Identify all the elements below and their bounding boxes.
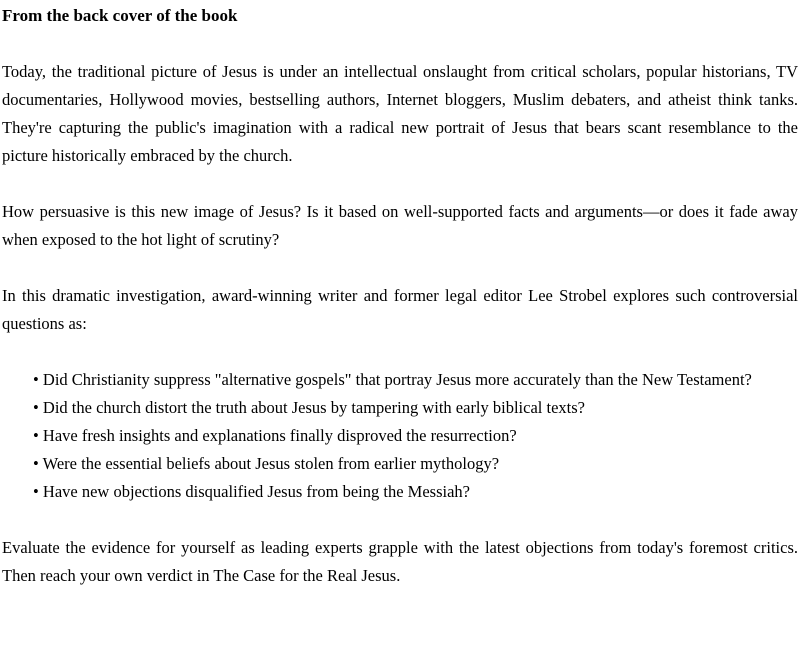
investigation-paragraph: In this dramatic investigation, award-winning writer and former legal editor Lee Strobel explores such controversial questions as: — [2, 286, 798, 333]
back-cover-heading: From the back cover of the book — [2, 6, 238, 25]
bullet-icon: • — [33, 454, 39, 473]
controversial-questions-list — [2, 366, 798, 506]
list-item-text: Did Christianity suppress "alternative gospels" that portray Jesus more accurately than the New Testament? — [42, 370, 752, 389]
list-item-text: Have fresh insights and explanations finally disproved the resurrection? — [42, 426, 517, 445]
bullet-icon: • — [33, 426, 39, 445]
list-item-text: Did the church distort the truth about Jesus by tampering with early biblical texts? — [42, 398, 585, 417]
list-item-text: Have new objections disqualified Jesus from being the Messiah? — [42, 482, 470, 501]
list-item — [2, 366, 798, 394]
list-item — [2, 478, 798, 506]
list-item — [2, 450, 798, 478]
list-item — [2, 394, 798, 422]
closing-paragraph: Evaluate the evidence for yourself as leading experts grapple with the latest objections from today's foremost critics. Then reach your own verdict in The Case for the Real Jesus. — [2, 538, 798, 585]
question-paragraph: How persuasive is this new image of Jesus? Is it based on well-supported facts and arguments—or does it fade away when exposed to the hot light of scrutiny? — [2, 202, 798, 249]
list-item — [2, 422, 798, 450]
bullet-icon: • — [33, 482, 39, 501]
bullet-icon: • — [33, 370, 39, 389]
intro-paragraph: Today, the traditional picture of Jesus is under an intellectual onslaught from critical scholars, popular historians, TV documentaries, Hollywood movies, bestselling authors, Internet bloggers, Muslim debaters, and atheist think tanks. They're capturing the public's imagination with a radical new portrait of Jesus that bears scant resemblance to the picture historically embraced by the church. — [2, 62, 798, 165]
bullet-icon: • — [33, 398, 39, 417]
list-item-text: Were the essential beliefs about Jesus stolen from earlier mythology? — [42, 454, 500, 473]
